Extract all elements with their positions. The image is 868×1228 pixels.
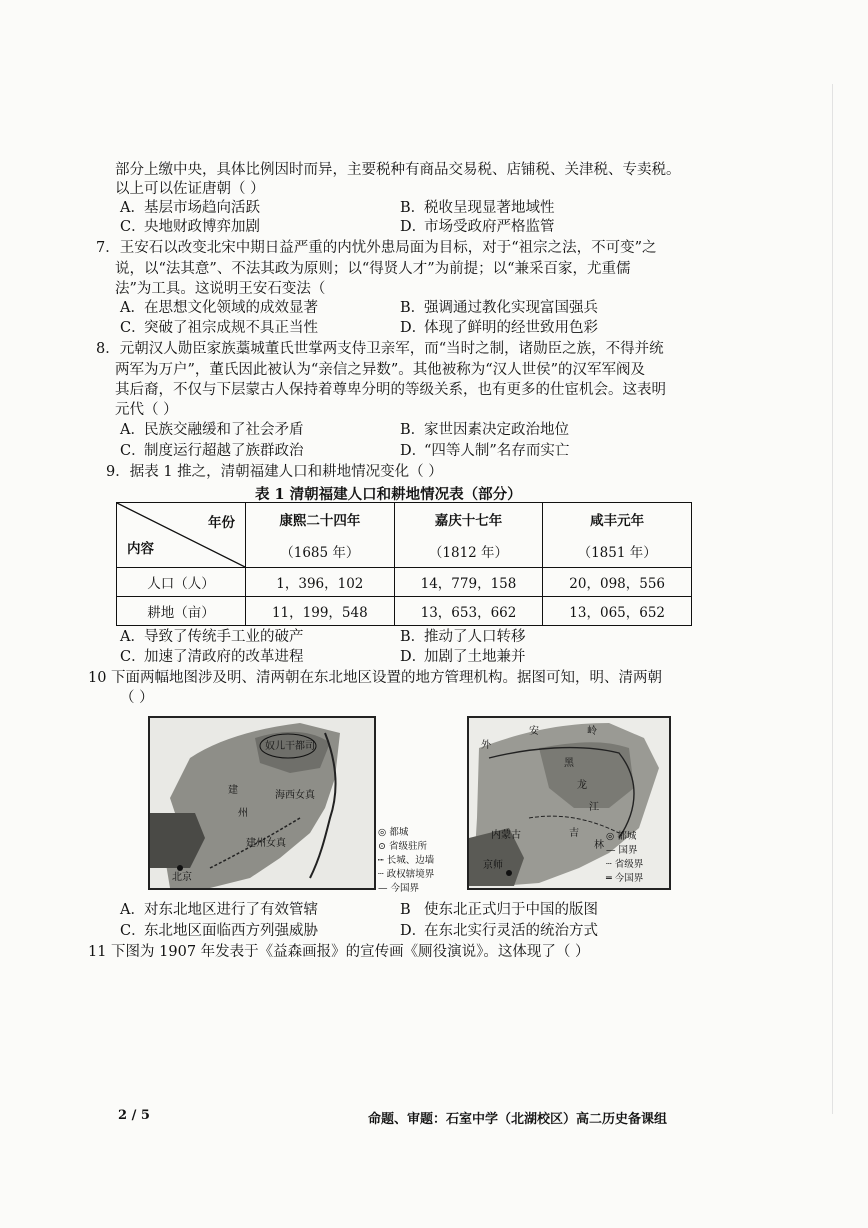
map2-label: 龙 (577, 780, 587, 791)
map1-label: 州 (238, 808, 248, 819)
option-8b[interactable]: B．家世因素决定政治地位 (400, 422, 569, 438)
map1-label: 建 (228, 785, 238, 796)
q10-line-1: 10 下面两幅地图涉及明、清两朝在东北地区设置的地方管理机构。据图可知，明、清两朝 (88, 670, 663, 686)
option-7d[interactable]: D．体现了鲜明的经世致用色彩 (400, 320, 598, 336)
table-cell: 13，065，652 (543, 597, 692, 626)
table-row (117, 568, 692, 597)
legend-item: ┄ 政权辖境界 (378, 869, 435, 880)
table-corner-cell (117, 503, 246, 568)
legend-item: — 国界 (606, 845, 638, 856)
row-label: 人口（人） (117, 568, 246, 597)
legend-item: ═ 今国界 (606, 873, 644, 884)
option-9d[interactable]: D．加剧了土地兼并 (400, 649, 526, 665)
option-10c[interactable]: C．东北地区面临西方列强威胁 (120, 923, 318, 939)
map2-label: 林 (594, 840, 604, 851)
col-head-1851: 咸丰元年 （1851 年） (543, 503, 692, 568)
q8-line-1: 8．元朝汉人勋臣家族藁城董氏世掌两支侍卫亲军，而“当时之制，诸勋臣之族，不得并统 (96, 341, 664, 357)
ming-map-graphic (150, 718, 374, 888)
map2-label: 内蒙古 (491, 830, 521, 841)
q8-line-2: 两军为万户”，董氏因此被认为“亲信之异数”。其他被称为“汉人世侯”的汉军军阀及 (115, 362, 646, 378)
population-table (116, 502, 692, 626)
q10-line-2: （ ） (120, 690, 154, 706)
header-year-label: 年份 (208, 515, 235, 531)
option-10d[interactable]: D．在东北实行灵活的统治方式 (400, 923, 598, 939)
option-6b[interactable]: B．税收呈现显著地域性 (400, 200, 555, 216)
continued-line-1: 部分上缴中央，具体比例因时而异，主要税种有商品交易税、店铺税、关津税、专卖税。 (115, 162, 681, 178)
legend-item: — 今国界 (378, 883, 420, 894)
table-cell: 11，199，548 (246, 597, 395, 626)
map2-label: 岭 (587, 726, 597, 737)
q8-line-3: 其后裔，不仅与下层蒙古人保持着尊卑分明的等级关系，也有更多的仕宦机会。这表明 (115, 382, 666, 398)
legend-item: ◎ 都城 (378, 827, 409, 838)
table-cell: 20，098，556 (543, 568, 692, 597)
map1-label: 奴儿干都司 (265, 741, 315, 752)
option-7c[interactable]: C．突破了祖宗成规不具正当性 (120, 320, 318, 336)
col-head-1812: 嘉庆十七年 （1812 年） (394, 503, 543, 568)
map2-label: 黑 (564, 758, 574, 769)
q8-line-4: 元代（ ） (115, 402, 178, 418)
map2-label: 吉 (569, 828, 579, 839)
option-6c[interactable]: C．央地财政博弈加剧 (120, 219, 260, 235)
option-8a[interactable]: A．民族交融缓和了社会矛盾 (120, 422, 304, 438)
option-10b[interactable]: B 使东北正式归于中国的版图 (400, 902, 598, 918)
legend-item: ┄ 省级界 (606, 859, 644, 870)
option-7b[interactable]: B．强调通过教化实现富国强兵 (400, 300, 598, 316)
page-number: 2 / 5 (118, 1108, 150, 1123)
q11-line-1: 11 下图为 1907 年发表于《益森画报》的宣传画《厕役演说》。这体现了（ ） (88, 944, 590, 960)
table-cell: 14，779，158 (394, 568, 543, 597)
page-edge-line (832, 84, 833, 1114)
legend-item: ⊙ 省级驻所 (378, 841, 427, 852)
continued-line-2: 以上可以佐证唐朝（ ） (115, 181, 265, 197)
option-9b[interactable]: B．推动了人口转移 (400, 629, 526, 645)
table-cell: 13，653，662 (394, 597, 543, 626)
q7-line-2: 说，以“法其意”、不法其政为原则；以“得贤人才”为前提；以“兼采百家，尤重儒 (115, 261, 631, 277)
col-head-1685: 康熙二十四年 （1685 年） (246, 503, 395, 568)
map2-label: 京师 (483, 860, 503, 871)
map2-label: 江 (589, 802, 599, 813)
q7-line-1: 7．王安石以改变北宋中期日益严重的内忧外患局面为目标，对于“祖宗之法，不可变”之 (96, 240, 657, 256)
table-header-row (117, 503, 692, 568)
ming-map (148, 716, 376, 890)
option-8d[interactable]: D．“四等人制”名存而实亡 (400, 443, 570, 459)
option-6d[interactable]: D．市场受政府严格监管 (400, 219, 555, 235)
header-content-label: 内容 (127, 541, 154, 557)
footer-credit: 命题、审题：石室中学（北湖校区）高二历史备课组 (368, 1112, 668, 1127)
table-title: 表 1 清朝福建人口和耕地情况表（部分） (255, 486, 522, 503)
map2-label: 外 (481, 740, 491, 751)
option-9c[interactable]: C．加速了清政府的改革进程 (120, 649, 304, 665)
row-label: 耕地（亩） (117, 597, 246, 626)
legend-item: ◎ 都城 (606, 831, 637, 842)
map1-label: 北京 (172, 872, 192, 883)
legend-item: ┉ 长城、边墙 (378, 855, 435, 866)
option-8c[interactable]: C．制度运行超越了族群政治 (120, 443, 304, 459)
option-7a[interactable]: A．在思想文化领域的成效显著 (120, 300, 318, 316)
map2-label: 安 (529, 726, 539, 737)
q9-stem: 9．据表 1 推之，清朝福建人口和耕地情况变化（ ） (106, 464, 443, 480)
option-6a[interactable]: A．基层市场趋向活跃 (120, 200, 260, 216)
map1-label: 建州女真 (246, 838, 286, 849)
map1-label: 海西女真 (275, 790, 315, 801)
table-row (117, 597, 692, 626)
option-10a[interactable]: A．对东北地区进行了有效管辖 (120, 902, 318, 918)
q7-line-3: 法”为工具。这说明王安石变法（ (115, 281, 326, 297)
table-cell: 1，396，102 (246, 568, 395, 597)
option-9a[interactable]: A．导致了传统手工业的破产 (120, 629, 304, 645)
